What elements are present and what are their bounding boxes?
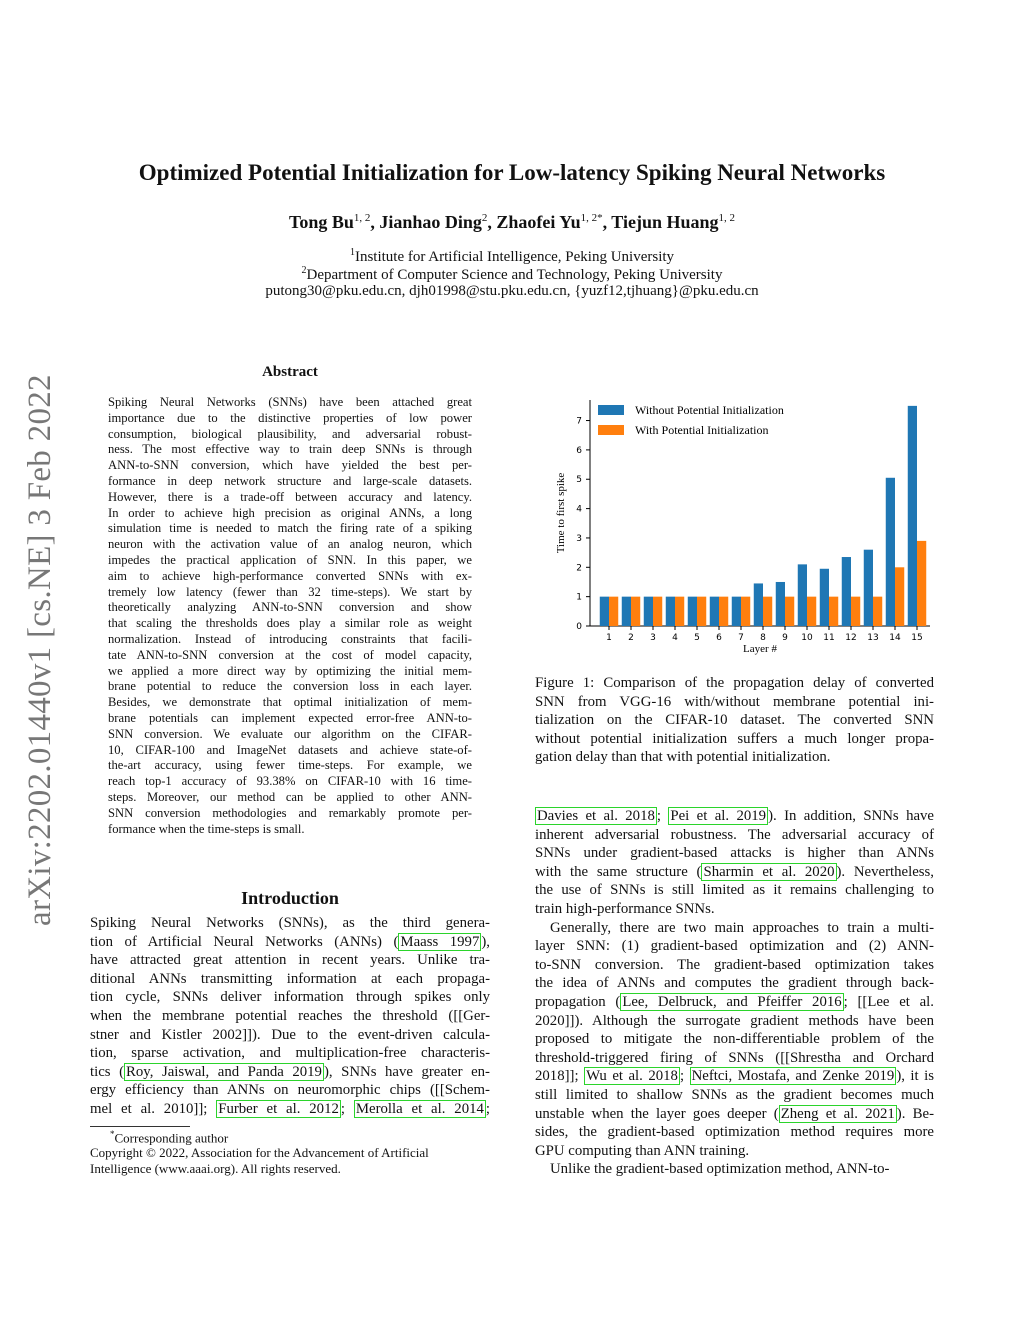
bar-with-init bbox=[719, 597, 728, 626]
abstract-line: neuron with the activation value of an analog neuron, which bbox=[108, 537, 472, 552]
citation-link[interactable]: Furber et al. 2012 bbox=[218, 1100, 339, 1117]
bar-without-init bbox=[886, 478, 895, 626]
text-line: propagation ( Lee, Delbruck, and Pfeiffer 2016 ; [[Lee et al. bbox=[535, 993, 934, 1010]
author-name: Tong Bu bbox=[288, 212, 354, 232]
x-tick-label: 12 bbox=[845, 633, 857, 643]
bar-with-init bbox=[741, 597, 750, 626]
bar-without-init bbox=[864, 550, 873, 626]
abstract-line: consumption, biological plausibility, and adversarial robust- bbox=[108, 426, 472, 441]
text-line: mel et al. 2010]]; Furber et al. 2012 ; Merolla et al. 2014 ; bbox=[90, 1100, 491, 1117]
bar-chart bbox=[540, 390, 940, 660]
author-name: Jianhao Ding bbox=[379, 212, 482, 232]
abstract-line: Besides, we demonstrate that optimal initialization of mem- bbox=[108, 695, 472, 710]
introduction-heading: Introduction bbox=[241, 888, 339, 908]
bar-without-init bbox=[754, 583, 763, 626]
legend-label: Without Potential Initialization bbox=[635, 403, 784, 417]
bar-with-init bbox=[631, 597, 640, 626]
x-tick-label: 4 bbox=[672, 633, 678, 643]
footnote-rule bbox=[90, 1126, 190, 1127]
text-line: SNNs under gradient-based attacks is higher than ANNs bbox=[535, 845, 934, 862]
bar-with-init bbox=[917, 541, 926, 626]
bar-with-init bbox=[873, 597, 882, 626]
text-line: sides, the gradient-based optimization method requires more bbox=[535, 1124, 934, 1141]
citation-link[interactable]: Sharmin et al. 2020 bbox=[703, 863, 835, 880]
text-line: ergy efficiency than ANNs on neuromorphic chips ([[Schem- bbox=[90, 1082, 490, 1099]
abstract-line: tremely low latency (fewer than 32 time-steps). We start by bbox=[108, 584, 472, 599]
abstract-line: ANN-to-SNN conversion, which have yielded the best per- bbox=[108, 458, 472, 473]
text-line: Unlike the gradient-based optimization method, ANN-to- bbox=[550, 1161, 890, 1178]
x-tick-label: 2 bbox=[628, 633, 634, 643]
abstract-line: importance due to the distinctive properties of low power bbox=[108, 410, 472, 425]
x-tick-label: 15 bbox=[911, 633, 923, 643]
x-tick-label: 8 bbox=[760, 633, 766, 643]
citation-link[interactable]: Davies et al. 2018 bbox=[537, 808, 655, 824]
text-line: when the membrane potential reaches the threshold ([[Ger- bbox=[90, 1007, 490, 1024]
abstract-line: In order to achieve high precision as original ANNs, a long bbox=[108, 505, 472, 520]
bar-with-init bbox=[609, 597, 618, 626]
y-tick-label: 7 bbox=[576, 416, 582, 427]
text-line: Davies et al. 2018 ; Pei et al. 2019 ). In addition, SNNs have bbox=[537, 808, 935, 824]
bar-with-init bbox=[829, 597, 838, 626]
citation-link[interactable]: Maass 1997 bbox=[400, 933, 480, 950]
text-line: with the same structure ( Sharmin et al. 2020 ). Nevertheless, bbox=[535, 863, 934, 880]
legend-swatch bbox=[598, 405, 624, 415]
citation-link[interactable]: Zheng et al. 2021 bbox=[780, 1105, 895, 1122]
text-line: tion, sparse activation, and multiplication-free characteris- bbox=[90, 1045, 490, 1062]
bar-with-init bbox=[653, 597, 662, 626]
y-tick-label: 6 bbox=[576, 445, 582, 456]
abstract-line: 10, CIFAR-100 and ImageNet datasets and achieve state-of- bbox=[108, 742, 472, 757]
x-tick-label: 1 bbox=[606, 633, 612, 643]
abstract-line: Spiking Neural Networks (SNNs) have been attached great bbox=[108, 395, 472, 409]
affiliation-1: $^1$Institute for Artificial Intelligence, Peking University bbox=[349, 247, 675, 265]
abstract-line: formance when the time-steps is small. bbox=[108, 821, 305, 836]
author-emails: putong30@pku.edu.cn, djh01998@stu.pku.edu.cn, {yuzf12,tjhuang}@pku.edu.cn bbox=[265, 283, 759, 299]
x-tick-label: 14 bbox=[889, 633, 901, 643]
y-tick-label: 2 bbox=[576, 563, 582, 574]
x-tick-label: 7 bbox=[738, 633, 744, 643]
abstract-line: we applied a more direct way by optimizing the initial mem- bbox=[108, 663, 472, 678]
bar-without-init bbox=[842, 557, 851, 626]
text-line: layer SNN: (1) gradient-based optimization and (2) ANN- bbox=[535, 938, 934, 955]
y-tick-label: 4 bbox=[576, 504, 582, 515]
text-line: tialization on the CIFAR-10 dataset. The converted SNN bbox=[535, 712, 934, 729]
citation-link[interactable]: Wu et al. 2018 bbox=[586, 1068, 678, 1085]
x-tick-label: 11 bbox=[823, 633, 835, 643]
abstract-line: reach top-1 accuracy of 93.38% on CIFAR-10 with 16 time- bbox=[108, 774, 472, 789]
abstract-line: normalization. Instead of introducing constraints that facili- bbox=[108, 631, 472, 646]
introduction-text bbox=[90, 914, 490, 1119]
text-line: stner and Kistler 2002]]). Due to the event-driven calcula- bbox=[90, 1026, 490, 1043]
bar-without-init bbox=[798, 564, 807, 626]
abstract-line: ness. The most effective way to train deep SNNs is through bbox=[108, 442, 472, 457]
y-tick-label: 0 bbox=[576, 622, 582, 632]
text-line: the idea of ANNs and computes the gradient through back- bbox=[535, 975, 934, 992]
y-tick-label: 1 bbox=[576, 592, 582, 603]
text-line: tion cycle, SNNs deliver information through spikes only bbox=[90, 989, 490, 1006]
bar-without-init bbox=[776, 582, 785, 626]
text-line: have attracted great attention in recent years. Unlike tra- bbox=[90, 952, 490, 969]
bar-with-init bbox=[697, 597, 706, 626]
x-tick-label: 6 bbox=[716, 633, 722, 643]
citation-link[interactable]: Roy, Jaiswal, and Panda 2019 bbox=[126, 1063, 322, 1080]
text-line: tics ( Roy, Jaiswal, and Panda 2019 ), SNNs have greater en- bbox=[90, 1063, 490, 1080]
affiliation-2: $^2$Department of Computer Science and Technology, Peking University bbox=[301, 265, 723, 283]
y-axis-label: Time to first spike bbox=[555, 472, 567, 554]
citation-link[interactable]: Pei et al. 2019 bbox=[670, 808, 767, 824]
bar-with-init bbox=[675, 597, 684, 626]
x-tick-label: 3 bbox=[650, 633, 656, 643]
copyright-notice: Copyright © 2022, Association for the Advancement of Artificial Intelligence (www.aaai.org). All rights reserved. bbox=[90, 1145, 429, 1176]
text-line: GPU computing than ANN training. bbox=[535, 1142, 750, 1159]
abstract-line: However, there is a trade-off between accuracy and latency. bbox=[108, 489, 472, 504]
abstract-line: SNN conversion methodologies and remarkably promote per- bbox=[108, 805, 472, 820]
text-line: without potential initialization suffers a much longer propa- bbox=[535, 730, 934, 747]
text-line: tion of Artificial Neural Networks (ANNs) ( Maass 1997 ), bbox=[90, 933, 490, 950]
citation-link[interactable]: Lee, Delbruck, and Pfeiffer 2016 bbox=[622, 993, 842, 1010]
x-tick-label: 9 bbox=[782, 633, 788, 643]
bar-without-init bbox=[666, 597, 675, 626]
abstract-line: impedes the practical application of SNN. In this paper, we bbox=[108, 552, 472, 567]
text-line: Generally, there are two main approaches to train a multi- bbox=[550, 919, 934, 936]
x-axis-label: Layer # bbox=[743, 643, 777, 655]
text-line: ditional ANNs transmitting information at each propaga- bbox=[90, 970, 490, 987]
text-line: unstable when the layer goes deeper ( Zheng et al. 2021 ). Be- bbox=[535, 1105, 934, 1122]
bar-without-init bbox=[622, 597, 631, 626]
abstract-line: the-art accuracy, using fewer time-steps. For example, we bbox=[108, 758, 472, 773]
citation-link[interactable]: Merolla et al. 2014 bbox=[355, 1100, 484, 1117]
abstract-line: steps. Moreover, our method can be applied to other ANN- bbox=[108, 789, 472, 804]
author-sup: 2 bbox=[481, 212, 488, 224]
text-line: 2020]]). Although the surrogate gradient methods have been bbox=[535, 1012, 934, 1029]
abstract-line: SNN conversion. We evaluate our algorithm on the CIFAR- bbox=[108, 726, 472, 741]
text-line: threshold-triggered firing of SNNs ([[Shrestha and Orchard bbox=[535, 1049, 934, 1066]
y-tick-label: 5 bbox=[576, 475, 582, 486]
abstract-line: simulation time is needed to match the firing rate of a spiking bbox=[108, 521, 472, 536]
bar-without-init bbox=[820, 569, 829, 626]
text-line: the use of SNNs is still limited as it remains challenging to bbox=[535, 882, 934, 899]
bar-with-init bbox=[851, 597, 860, 626]
bar-without-init bbox=[732, 597, 741, 626]
bar-without-init bbox=[688, 597, 697, 626]
text-line: train high-performance SNNs. bbox=[535, 900, 715, 917]
abstract-line: aim to achieve high-performance converted SNNs with ex- bbox=[108, 568, 472, 583]
text-line: proposed to mitigate the non-differentiable problem of the bbox=[535, 1031, 934, 1048]
author-name: Zhaofei Yu bbox=[496, 212, 581, 232]
arxiv-identifier: arXiv:2202.01440v1 [cs.NE] 3 Feb 2022 bbox=[22, 374, 58, 926]
text-line: still limited to shallow SNNs as the gradient becomes much bbox=[535, 1086, 934, 1103]
bar-without-init bbox=[644, 597, 653, 626]
footnote: *Corresponding author bbox=[110, 1129, 229, 1146]
paper-title: Optimized Potential Initialization for Low-latency Spiking Neural Networks bbox=[138, 160, 886, 185]
bar-with-init bbox=[763, 597, 772, 626]
citation-link[interactable]: Neftci, Mostafa, and Zenke 2019 bbox=[691, 1068, 895, 1085]
abstract-heading: Abstract bbox=[262, 364, 318, 380]
abstract-line: brane potential to reduce the conversion loss in each layer. bbox=[108, 679, 472, 694]
figure-1-chart bbox=[540, 390, 940, 660]
abstract-text bbox=[108, 395, 472, 837]
abstract-line: formance in deep network structure and large-scale datasets. bbox=[108, 473, 472, 488]
figure-caption bbox=[535, 674, 934, 767]
abstract-line: brane potentials can implement expected error-free ANN-to- bbox=[108, 710, 472, 725]
text-line: Spiking Neural Networks (SNNs), as the third genera- bbox=[90, 915, 490, 931]
author-name: Tiejun Huang bbox=[611, 212, 719, 232]
text-line: SNN from VGG-16 with/without membrane potential ini- bbox=[535, 693, 934, 710]
author-sup: 1, 2 bbox=[718, 212, 736, 224]
bar-without-init bbox=[600, 597, 609, 626]
x-tick-label: 10 bbox=[801, 633, 813, 643]
text-line: to-SNN conversion. The gradient-based optimization takes bbox=[535, 956, 934, 973]
legend-swatch bbox=[598, 425, 624, 435]
x-tick-label: 13 bbox=[867, 633, 879, 643]
text-line: 2018]]; Wu et al. 2018 ; Neftci, Mostafa, and Zenke 2019 ), it is bbox=[535, 1068, 935, 1085]
abstract-line: tate ANN-to-SNN conversion at the cost of model capacity, bbox=[108, 647, 472, 662]
bar-with-init bbox=[807, 597, 816, 626]
y-tick-label: 3 bbox=[576, 533, 582, 544]
author-sup: 1, 2 bbox=[353, 212, 371, 224]
bar-without-init bbox=[908, 406, 917, 626]
abstract-line: theoretically analyzing ANN-to-SNN conversion and show bbox=[108, 600, 472, 615]
text-line: Figure 1: Comparison of the propagation delay of converted bbox=[535, 675, 934, 691]
text-line: inherent adversarial robustness. The adversarial accuracy of bbox=[535, 826, 934, 843]
author-list: Tong Bu$^{1, 2}$, Jianhao Ding$^2$, Zhaofei $Yu^{1, 2*}$, Tiejun Huang$^{1, 2}$ bbox=[288, 212, 736, 232]
legend-label: With Potential Initialization bbox=[635, 423, 769, 437]
author-sup: 1, 2* bbox=[580, 212, 603, 224]
text-line: gation delay than that with potential initialization. bbox=[535, 749, 831, 766]
bar-without-init bbox=[710, 597, 719, 626]
bar-with-init bbox=[895, 567, 904, 626]
right-column-text bbox=[535, 807, 934, 1179]
x-tick-label: 5 bbox=[694, 633, 700, 643]
bar-with-init bbox=[785, 597, 794, 626]
abstract-line: that scaling the thresholds does play a similar role as weight bbox=[108, 616, 472, 631]
